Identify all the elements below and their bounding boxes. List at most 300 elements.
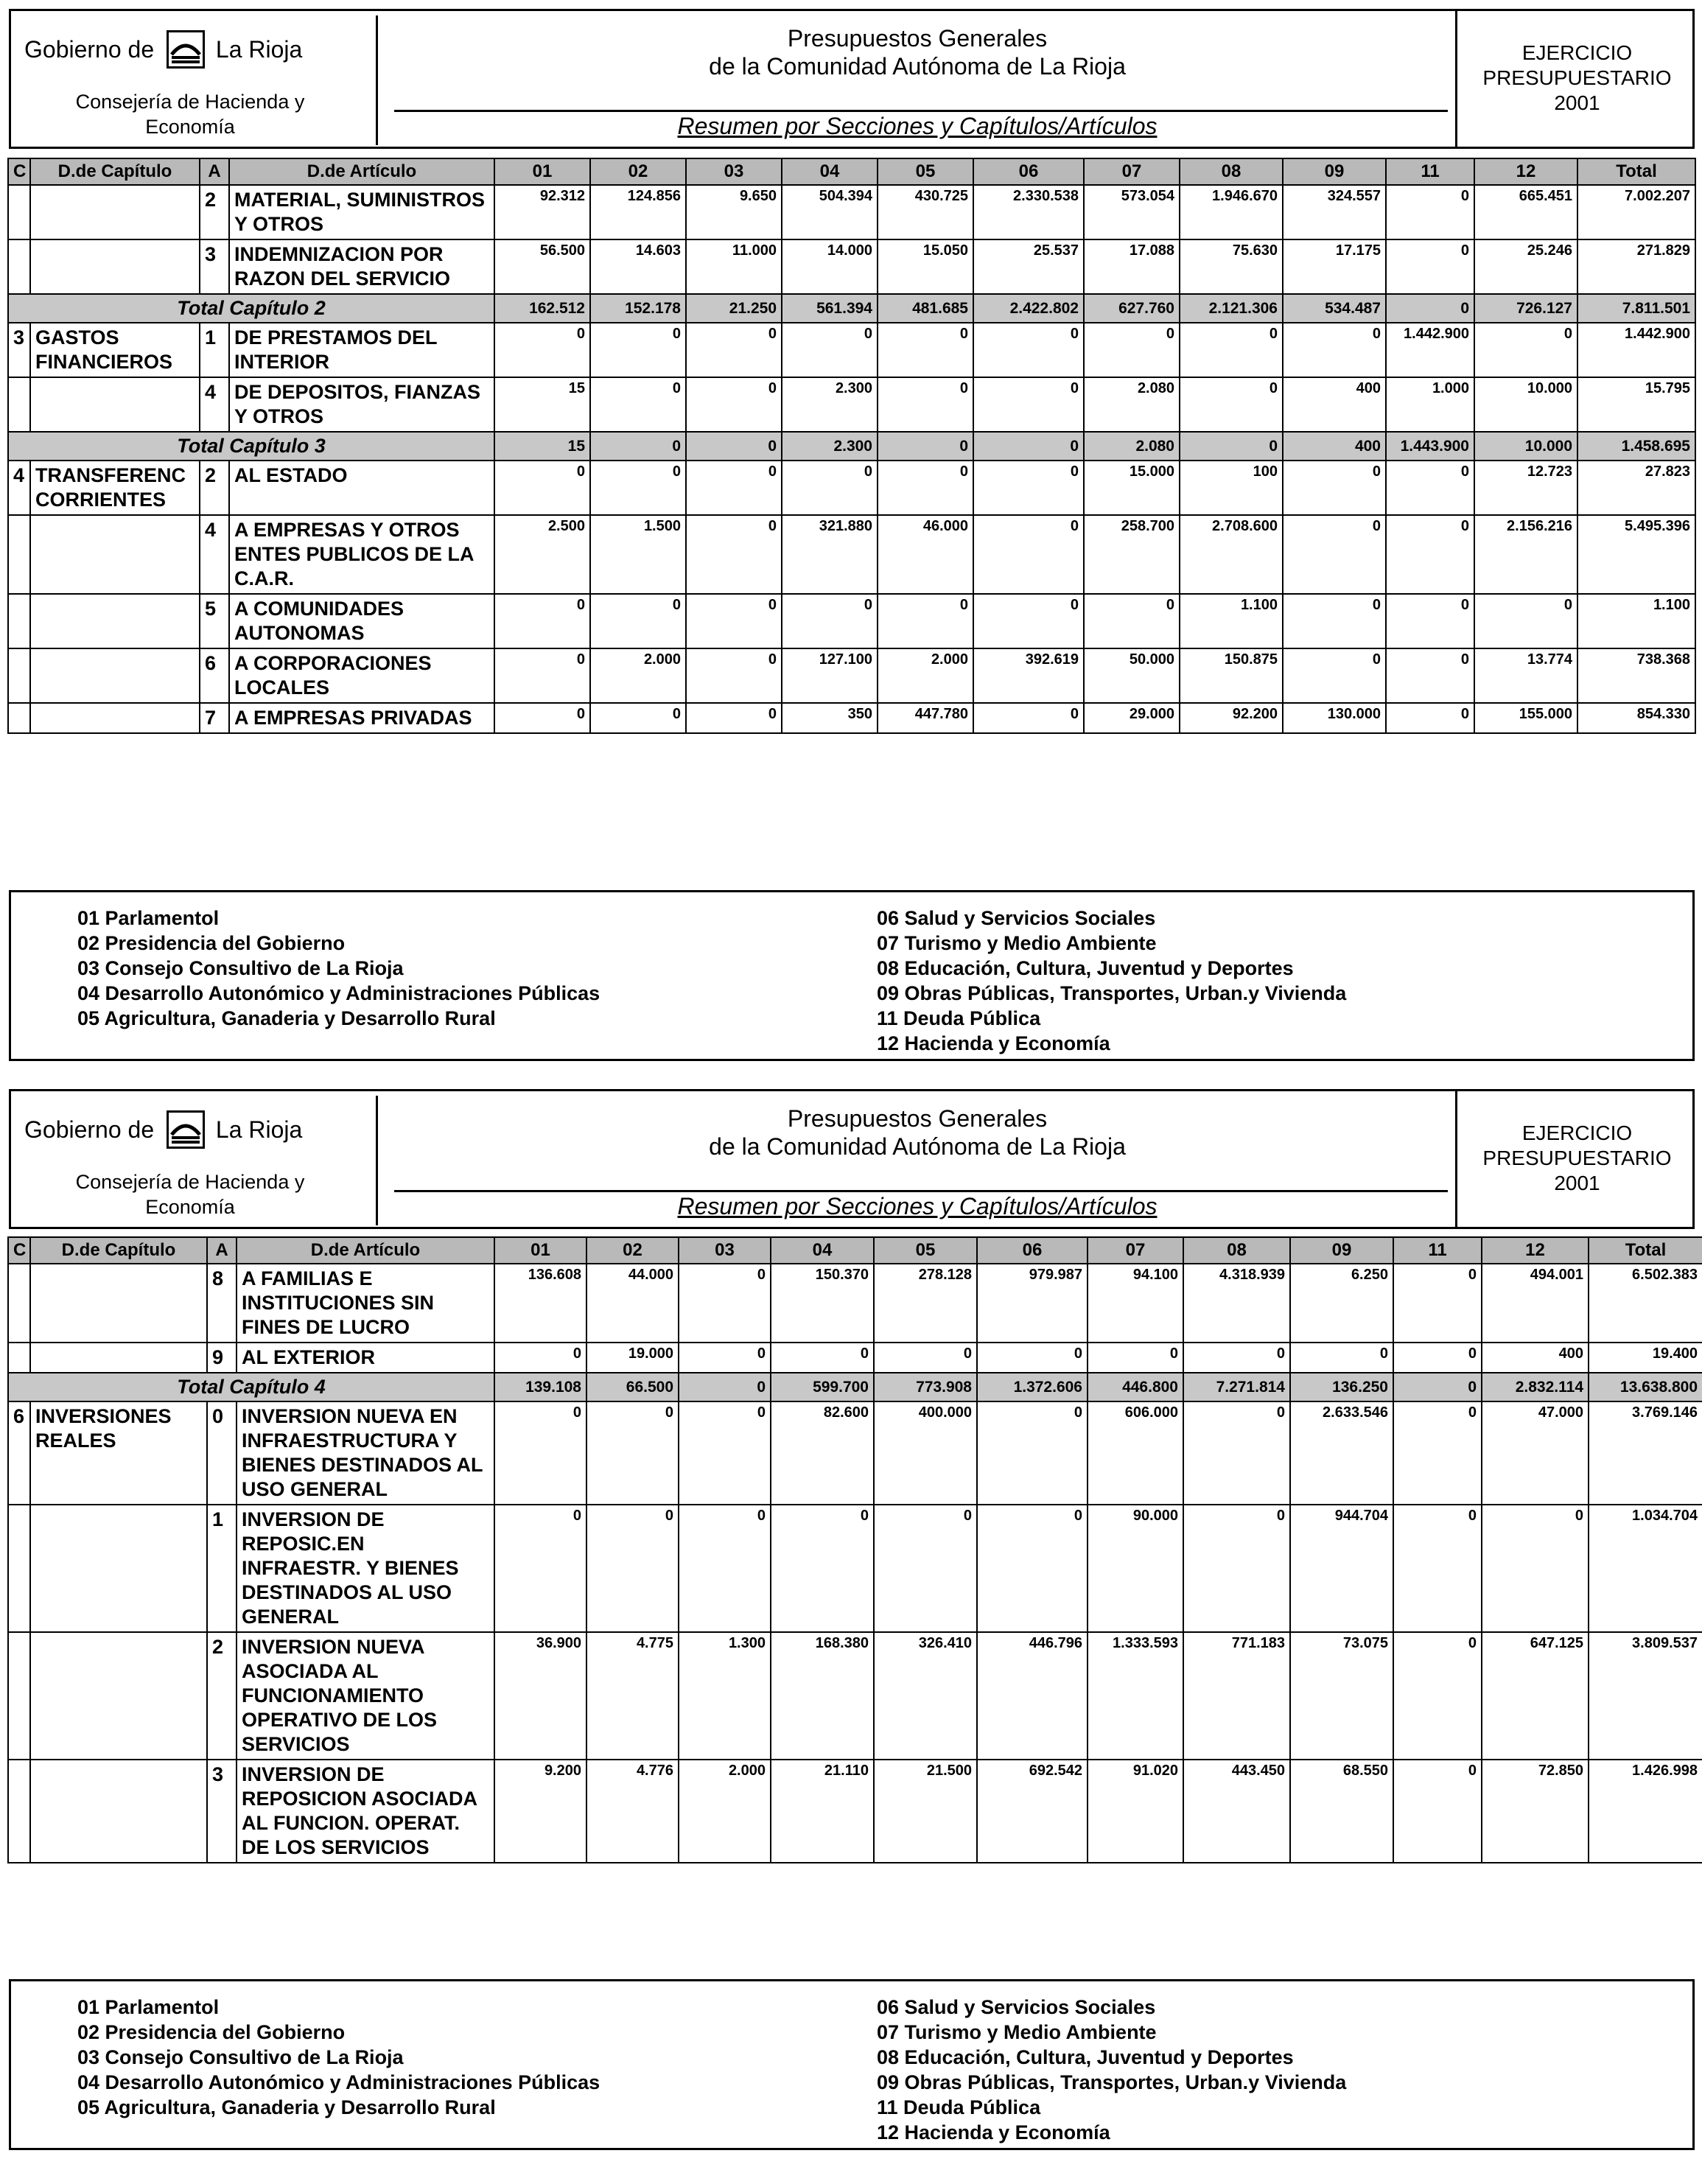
amount-cell: 0 [973,377,1084,432]
article-code: 3 [200,239,229,294]
total-cell: 1.458.695 [1577,432,1695,461]
column-header: A [200,158,229,185]
amount-cell: 1.034.704 [1589,1505,1702,1632]
column-header: 06 [977,1237,1088,1264]
amount-cell: 15.050 [878,239,973,294]
department-line-2: Economía [145,1196,235,1218]
total-cell: 0 [679,1373,771,1401]
subtitle: Resumen por Secciones y Capítulos/Artículos [677,1193,1158,1219]
chapter-code [8,594,30,648]
amount-cell: 0 [878,323,973,377]
amount-cell: 2.000 [679,1760,771,1863]
column-header: 03 [686,158,782,185]
column-header: 05 [874,1237,977,1264]
article-description: A FAMILIAS E INSTITUCIONES SIN FINES DE LUCRO [237,1264,494,1343]
legend-item: 05 Agricultura, Ganaderia y Desarrollo Rural [77,1007,496,1029]
total-cell: 0 [878,432,973,461]
article-description: MATERIAL, SUMINISTROS Y OTROS [229,185,494,239]
legend-right-column [877,1995,1346,2145]
amount-cell: 0 [586,1505,679,1632]
column-header: D.de Artículo [229,158,494,185]
amount-cell: 90.000 [1088,1505,1183,1632]
amount-cell: 0 [782,594,878,648]
amount-cell: 0 [1180,323,1283,377]
total-cell: 0 [973,432,1084,461]
amount-cell: 7.002.207 [1577,185,1695,239]
budget-table-2 [7,1236,1702,1863]
amount-cell: 46.000 [878,515,973,594]
amount-cell: 0 [973,515,1084,594]
legend-item: 11 Deuda Pública [877,1007,1041,1029]
amount-cell: 324.557 [1283,185,1386,239]
amount-cell: 4.775 [586,1632,679,1760]
amount-cell: 11.000 [686,239,782,294]
amount-cell: 0 [1283,594,1386,648]
department-name [24,89,356,139]
amount-cell: 17.175 [1283,239,1386,294]
column-header: D.de Capítulo [30,158,200,185]
amount-cell: 0 [494,1401,586,1505]
amount-cell: 0 [590,461,686,515]
title-line-1: Presupuestos Generales [787,25,1048,52]
article-code: 9 [207,1343,237,1373]
amount-cell: 0 [494,703,590,733]
amount-cell: 82.600 [771,1401,874,1505]
amount-cell: 25.246 [1474,239,1577,294]
column-header: 09 [1290,1237,1393,1264]
total-cell: 10.000 [1474,432,1577,461]
amount-cell: 0 [686,461,782,515]
amount-cell: 0 [1393,1401,1482,1505]
chapter-description [30,515,200,594]
total-cell: 7.811.501 [1577,294,1695,323]
chapter-description [30,703,200,733]
amount-cell: 15.000 [1084,461,1180,515]
amount-cell: 0 [782,461,878,515]
amount-cell: 0 [1290,1343,1393,1373]
amount-cell: 124.856 [590,185,686,239]
total-cell: 66.500 [586,1373,679,1401]
article-code: 1 [207,1505,237,1632]
amount-cell: 72.850 [1482,1760,1589,1863]
chapter-total-row [8,294,1695,323]
article-description: DE DEPOSITOS, FIANZAS Y OTROS [229,377,494,432]
amount-cell: 573.054 [1084,185,1180,239]
amount-cell: 0 [679,1264,771,1343]
title-line-2: de la Comunidad Autónoma de La Rioja [709,1133,1126,1160]
amount-cell: 91.020 [1088,1760,1183,1863]
fiscal-year: 2001 [1554,1172,1600,1194]
amount-cell: 25.537 [973,239,1084,294]
table-row [8,1632,1702,1760]
amount-cell: 0 [679,1401,771,1505]
total-cell: 136.250 [1290,1373,1393,1401]
amount-cell: 0 [1088,1343,1183,1373]
total-cell: 2.422.802 [973,294,1084,323]
legend-item: 12 Hacienda y Economía [877,2121,1110,2143]
amount-cell: 1.100 [1577,594,1695,648]
department-line-1: Consejería de Hacienda y [75,1171,305,1193]
amount-cell: 0 [878,461,973,515]
amount-cell: 1.426.998 [1589,1760,1702,1863]
total-cell: 15 [494,432,590,461]
amount-cell: 0 [977,1343,1088,1373]
amount-cell: 0 [782,323,878,377]
amount-cell: 2.708.600 [1180,515,1283,594]
amount-cell: 350 [782,703,878,733]
chapter-description: GASTOS FINANCIEROS [30,323,200,377]
article-code: 8 [207,1264,237,1343]
amount-cell: 321.880 [782,515,878,594]
article-description: DE PRESTAMOS DEL INTERIOR [229,323,494,377]
government-logo-block [17,15,378,145]
amount-cell: 392.619 [973,648,1084,703]
amount-cell: 944.704 [1290,1505,1393,1632]
amount-cell: 19.400 [1589,1343,1702,1373]
amount-cell: 50.000 [1084,648,1180,703]
amount-cell: 0 [977,1401,1088,1505]
la-rioja-emblem-icon [167,30,205,69]
amount-cell: 0 [973,323,1084,377]
amount-cell: 0 [1474,323,1577,377]
amount-cell: 0 [494,1505,586,1632]
column-header: 05 [878,158,973,185]
legend-left-column [77,1995,600,2120]
chapter-code [8,185,30,239]
article-code: 4 [200,377,229,432]
department-line-2: Economía [145,116,235,138]
legend-item: 09 Obras Públicas, Transportes, Urban.y Vivienda [877,2071,1347,2093]
total-cell: 599.700 [771,1373,874,1401]
amount-cell: 44.000 [586,1264,679,1343]
amount-cell: 0 [494,461,590,515]
amount-cell: 29.000 [1084,703,1180,733]
amount-cell: 400 [1283,377,1386,432]
article-code: 4 [200,515,229,594]
amount-cell: 0 [1386,594,1474,648]
column-header: C [8,1237,30,1264]
amount-cell: 0 [590,703,686,733]
amount-cell: 150.875 [1180,648,1283,703]
column-header: 04 [782,158,878,185]
amount-cell: 6.502.383 [1589,1264,1702,1343]
chapter-code: 6 [8,1401,30,1505]
amount-cell: 771.183 [1183,1632,1290,1760]
amount-cell: 2.633.546 [1290,1401,1393,1505]
legend-item: 08 Educación, Cultura, Juventud y Deportes [877,957,1294,979]
column-header: D.de Capítulo [30,1237,207,1264]
amount-cell: 4.776 [586,1760,679,1863]
column-header: 08 [1183,1237,1290,1264]
article-code: 5 [200,594,229,648]
amount-cell: 0 [1084,323,1180,377]
chapter-description [30,1264,207,1343]
amount-cell: 0 [878,377,973,432]
amount-cell: 0 [494,323,590,377]
amount-cell: 0 [1386,461,1474,515]
amount-cell: 2.156.216 [1474,515,1577,594]
amount-cell: 0 [1180,377,1283,432]
total-cell: 152.178 [590,294,686,323]
chapter-code [8,1343,30,1373]
chapter-code: 4 [8,461,30,515]
amount-cell: 0 [1386,648,1474,703]
title-line-1: Presupuestos Generales [787,1105,1048,1132]
amount-cell: 0 [686,515,782,594]
chapter-description [30,1505,207,1632]
legend-item: 12 Hacienda y Economía [877,1032,1110,1054]
chapter-description: TRANSFERENC CORRIENTES [30,461,200,515]
table-row [8,703,1695,733]
amount-cell: 155.000 [1474,703,1577,733]
legend-item: 03 Consejo Consultivo de La Rioja [77,957,404,979]
column-header: 08 [1180,158,1283,185]
column-header: 07 [1084,158,1180,185]
legend-item: 09 Obras Públicas, Transportes, Urban.y Vivienda [877,982,1347,1004]
column-header: 02 [586,1237,679,1264]
amount-cell: 94.100 [1088,1264,1183,1343]
amount-cell: 2.300 [782,377,878,432]
amount-cell: 19.000 [586,1343,679,1373]
total-cell: 481.685 [878,294,973,323]
amount-cell: 0 [1393,1632,1482,1760]
article-code: 2 [200,185,229,239]
amount-cell: 0 [1283,461,1386,515]
amount-cell: 0 [686,323,782,377]
amount-cell: 2.500 [494,515,590,594]
amount-cell: 326.410 [874,1632,977,1760]
total-cell: 561.394 [782,294,878,323]
fiscal-label-1: EJERCICIO [1521,41,1633,64]
amount-cell: 1.442.900 [1386,323,1474,377]
article-code: 1 [200,323,229,377]
amount-cell: 6.250 [1290,1264,1393,1343]
chapter-description [30,185,200,239]
amount-cell: 2.080 [1084,377,1180,432]
legend-item: 08 Educación, Cultura, Juventud y Deportes [877,2046,1294,2068]
column-header: 01 [494,158,590,185]
amount-cell: 12.723 [1474,461,1577,515]
budget-table-1 [7,158,1696,734]
table-row [8,1760,1702,1863]
chapter-code [8,1632,30,1760]
amount-cell: 1.442.900 [1577,323,1695,377]
amount-cell: 0 [1386,239,1474,294]
fiscal-label-2: PRESUPUESTARIO [1482,66,1672,89]
column-header: 04 [771,1237,874,1264]
amount-cell: 0 [771,1343,874,1373]
article-description: A CORPORACIONES LOCALES [229,648,494,703]
amount-cell: 0 [679,1343,771,1373]
amount-cell: 0 [590,323,686,377]
amount-cell: 443.450 [1183,1760,1290,1863]
amount-cell: 3.809.537 [1589,1632,1702,1760]
chapter-description [30,377,200,432]
amount-cell: 168.380 [771,1632,874,1760]
legend-left-column [77,906,600,1031]
total-cell: 7.271.814 [1183,1373,1290,1401]
amount-cell: 400 [1482,1343,1589,1373]
table-header-row [8,1237,1702,1264]
amount-cell: 14.000 [782,239,878,294]
amount-cell: 0 [973,703,1084,733]
amount-cell: 0 [686,648,782,703]
amount-cell: 0 [494,594,590,648]
document-header [9,9,1695,149]
amount-cell: 692.542 [977,1760,1088,1863]
amount-cell: 0 [590,594,686,648]
column-header: 02 [590,158,686,185]
gov-name: La Rioja [215,35,303,63]
column-header: D.de Artículo [237,1237,494,1264]
column-header: 06 [973,158,1084,185]
amount-cell: 21.500 [874,1760,977,1863]
amount-cell: 1.100 [1180,594,1283,648]
total-cell: 627.760 [1084,294,1180,323]
amount-cell: 0 [973,594,1084,648]
amount-cell: 0 [771,1505,874,1632]
amount-cell: 0 [686,703,782,733]
government-logo-block [17,1096,378,1225]
table-row [8,515,1695,594]
amount-cell: 150.370 [771,1264,874,1343]
chapter-description [30,239,200,294]
legend-item: 02 Presidencia del Gobierno [77,932,346,954]
total-cell: 400 [1283,432,1386,461]
column-header: C [8,158,30,185]
gov-prefix: Gobierno de [24,35,155,63]
amount-cell: 0 [1386,515,1474,594]
total-cell: 726.127 [1474,294,1577,323]
fiscal-year: 2001 [1554,91,1600,114]
amount-cell: 68.550 [1290,1760,1393,1863]
amount-cell: 75.630 [1180,239,1283,294]
table-row [8,594,1695,648]
amount-cell: 0 [686,377,782,432]
article-description: AL EXTERIOR [237,1343,494,1373]
chapter-total-row [8,432,1695,461]
title-block [387,1096,1448,1225]
article-description: INVERSION DE REPOSIC.EN INFRAESTR. Y BIENES DESTINADOS AL USO GENERAL [237,1505,494,1632]
article-code: 2 [207,1632,237,1760]
total-cell: 773.908 [874,1373,977,1401]
article-description: INVERSION NUEVA ASOCIADA AL FUNCIONAMIENTO OPERATIVO DE LOS SERVICIOS [237,1632,494,1760]
amount-cell: 15 [494,377,590,432]
amount-cell: 446.796 [977,1632,1088,1760]
total-cell: 2.121.306 [1180,294,1283,323]
chapter-description [30,594,200,648]
legend-item: 06 Salud y Servicios Sociales [877,1996,1156,2018]
amount-cell: 0 [494,1343,586,1373]
chapter-code [8,239,30,294]
amount-cell: 73.075 [1290,1632,1393,1760]
amount-cell: 430.725 [878,185,973,239]
amount-cell: 400.000 [874,1401,977,1505]
amount-cell: 854.330 [1577,703,1695,733]
amount-cell: 278.128 [874,1264,977,1343]
total-cell: 0 [686,432,782,461]
chapter-total-label: Total Capítulo 3 [8,432,494,461]
amount-cell: 0 [874,1505,977,1632]
article-description: INDEMNIZACION POR RAZON DEL SERVICIO [229,239,494,294]
amount-cell: 136.608 [494,1264,586,1343]
total-cell: 2.832.114 [1482,1373,1589,1401]
fiscal-year-block [1455,11,1695,147]
amount-cell: 92.200 [1180,703,1283,733]
column-header: 07 [1088,1237,1183,1264]
article-description: A COMUNIDADES AUTONOMAS [229,594,494,648]
section-legend-2 [9,1979,1695,2150]
article-description: AL ESTADO [229,461,494,515]
chapter-description: INVERSIONES REALES [30,1401,207,1505]
total-cell: 1.372.606 [977,1373,1088,1401]
table-row [8,461,1695,515]
total-cell: 21.250 [686,294,782,323]
legend-right-column [877,906,1346,1056]
total-cell: 13.638.800 [1589,1373,1702,1401]
chapter-code [8,703,30,733]
amount-cell: 0 [1386,703,1474,733]
amount-cell: 0 [973,461,1084,515]
chapter-description [30,1632,207,1760]
gov-prefix: Gobierno de [24,1116,155,1143]
article-code: 6 [200,648,229,703]
chapter-total-label: Total Capítulo 2 [8,294,494,323]
table-row [8,1264,1702,1343]
column-header: Total [1577,158,1695,185]
legend-item: 07 Turismo y Medio Ambiente [877,2021,1157,2043]
amount-cell: 0 [1482,1505,1589,1632]
amount-cell: 0 [1283,323,1386,377]
amount-cell: 0 [1084,594,1180,648]
amount-cell: 258.700 [1084,515,1180,594]
amount-cell: 4.318.939 [1183,1264,1290,1343]
amount-cell: 17.088 [1084,239,1180,294]
total-cell: 0 [1386,294,1474,323]
amount-cell: 0 [878,594,973,648]
amount-cell: 5.495.396 [1577,515,1695,594]
department-line-1: Consejería de Hacienda y [75,91,305,113]
amount-cell: 2.330.538 [973,185,1084,239]
amount-cell: 56.500 [494,239,590,294]
article-description: INVERSION DE REPOSICION ASOCIADA AL FUNCION. OPERAT. DE LOS SERVICIOS [237,1760,494,1863]
amount-cell: 0 [1183,1401,1290,1505]
chapter-description [30,1343,207,1373]
legend-item: 07 Turismo y Medio Ambiente [877,932,1157,954]
chapter-code [8,515,30,594]
amount-cell: 36.900 [494,1632,586,1760]
amount-cell: 3.769.146 [1589,1401,1702,1505]
table-row [8,239,1695,294]
column-header: 11 [1393,1237,1482,1264]
legend-item: 02 Presidencia del Gobierno [77,2021,346,2043]
gov-name: La Rioja [215,1116,303,1143]
title-block [387,15,1448,145]
section-legend-1 [9,890,1695,1061]
amount-cell: 130.000 [1283,703,1386,733]
amount-cell: 979.987 [977,1264,1088,1343]
column-header: 11 [1386,158,1474,185]
title-line-2: de la Comunidad Autónoma de La Rioja [709,53,1126,80]
chapter-description [30,648,200,703]
total-cell: 2.080 [1084,432,1180,461]
amount-cell: 9.200 [494,1760,586,1863]
amount-cell: 0 [679,1505,771,1632]
fiscal-year-block [1455,1091,1695,1227]
article-description: INVERSION NUEVA EN INFRAESTRUCTURA Y BIENES DESTINADOS AL USO GENERAL [237,1401,494,1505]
amount-cell: 647.125 [1482,1632,1589,1760]
fiscal-label-1: EJERCICIO [1521,1121,1633,1144]
